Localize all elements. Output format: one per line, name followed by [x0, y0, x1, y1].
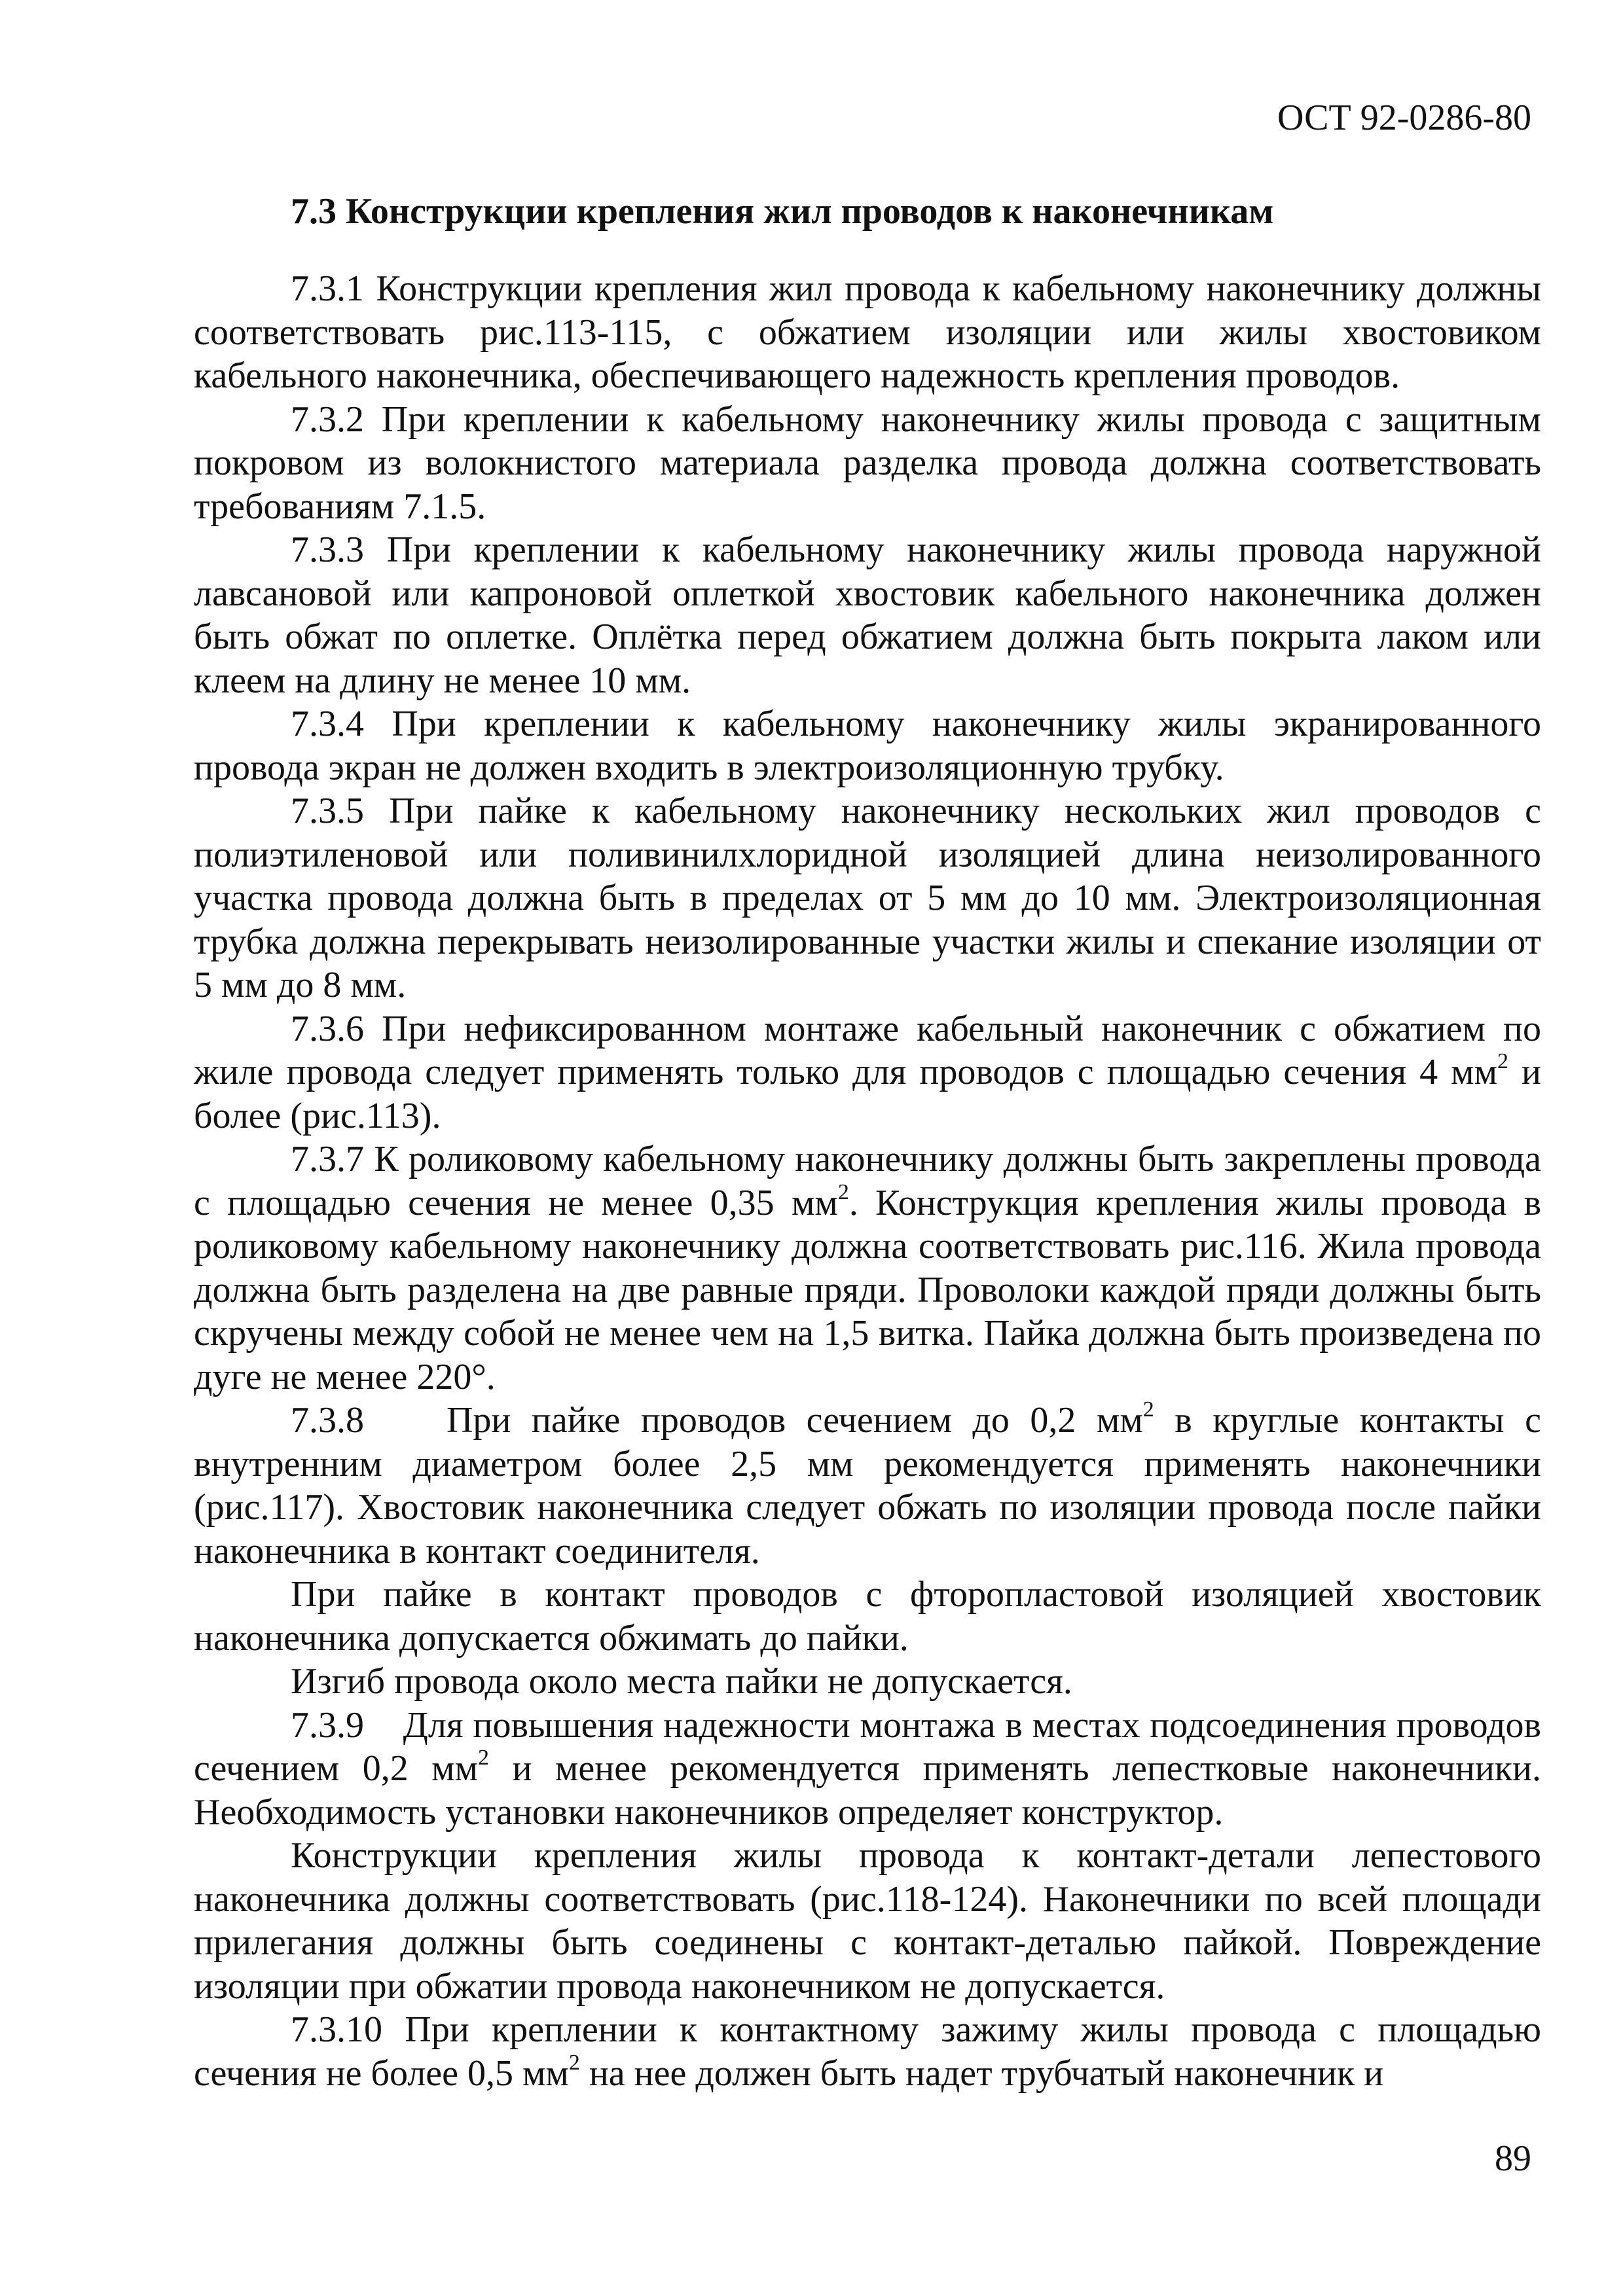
clause-number: 7.3.8 — [291, 1400, 447, 1441]
clause-number: 7.3.10 — [291, 2009, 405, 2050]
paragraph-text: Для повышения надежности монтажа в местах подсоединения проводов сечением 0,2 мм — [194, 1704, 1542, 1789]
paragraph-text: При креплении к контактному зажиму жилы провода с площадью сечения не более 0,5 мм — [194, 2009, 1541, 2094]
document-code: ОСТ 92-0286-80 — [1277, 98, 1531, 138]
clause-number: 7.3.4 — [291, 704, 392, 744]
paragraph-text: К роликовому кабельному наконечнику должны быть закреплены провода с площадью сечения не менее 0,35 мм — [194, 1139, 1541, 1223]
superscript: 2 — [478, 1746, 490, 1770]
page-body — [194, 190, 1541, 2095]
superscript: 2 — [837, 1179, 849, 1204]
paragraph — [194, 528, 1541, 702]
paragraph — [194, 267, 1541, 398]
paragraph — [194, 702, 1541, 789]
paragraph — [194, 1834, 1541, 2008]
paragraph-text: При креплении к кабельному наконечнику жилы провода наружной лавсановой или капроновой оплеткой хвостовик кабельного наконечника должен быть обжат по оплетке. Оплётка перед обжатием должна быть покрыта лаком или клеем на длину не менее 10 мм. — [194, 529, 1542, 701]
paragraph — [194, 1704, 1541, 1835]
paragraph-text: и менее рекомендуется применять лепестковые наконечники. Необходимость установки наконечников определяет конструктор. — [194, 1748, 1542, 1833]
clause-number: 7.3.1 — [291, 268, 376, 309]
paragraph-text: на нее должен быть надет трубчатый наконечник и — [579, 2053, 1384, 2094]
paragraph — [194, 789, 1541, 1007]
paragraph — [194, 1007, 1541, 1138]
section-title: 7.3 Конструкции крепления жил проводов к наконечникам — [291, 191, 1274, 232]
clause-number: 7.3.3 — [291, 529, 387, 570]
paragraph-text: Изгиб провода около места пайки не допускается. — [291, 1661, 1072, 1702]
superscript: 2 — [1497, 1049, 1509, 1074]
paragraph-text: При креплении к кабельному наконечнику жилы провода с защитным покровом из волокнистого материала разделка провода должна соответствовать требованиям 7.1.5. — [194, 399, 1541, 527]
paragraph-text: и более (рис.113). — [194, 1052, 1542, 1136]
paragraph-text: в круглые контакты с внутренним диаметром более 2,5 мм рекомендуется применять наконечники (рис.117). Хвостовик наконечника следует обжать по изоляции провода после пайки наконечника в контакт соединителя. — [194, 1400, 1542, 1571]
clause-number: 7.3.5 — [291, 791, 389, 831]
paragraph — [194, 2008, 1541, 2095]
paragraph-list — [194, 267, 1541, 2095]
paragraph-text: . Конструкция крепления жилы провода в роликовому кабельному наконечнику должна соответствовать рис.116. Жила провода должна быть разделена на две равные пряди. Проволоки каждой пряди должны быть скручены между собой не менее чем на 1,5 витка. Пайка должна быть произведена по дуге не менее 220°. — [194, 1182, 1542, 1397]
paragraph-text: Конструкции крепления жилы провода к контакт-детали лепестового наконечника должны соответствовать (рис.118-124). Наконечники по всей площади прилегания должны быть соединены с контакт-деталью пайкой. Повреждение изоляции при обжатии провода наконечником не допускается. — [194, 1835, 1541, 2007]
superscript: 2 — [1142, 1397, 1154, 1422]
paragraph-text: Конструкции крепления жил провода к кабельному наконечнику должны соответствовать рис.113-115, с обжатием изоляции или жилы хвостовиком кабельного наконечника, обеспечивающего надежность крепления проводов. — [194, 268, 1541, 396]
clause-number: 7.3.2 — [291, 399, 382, 440]
page-number: 89 — [1495, 2138, 1531, 2179]
paragraph — [194, 1660, 1541, 1704]
paragraph — [194, 398, 1541, 529]
paragraph-text: При пайке проводов сечением до 0,2 мм — [446, 1400, 1143, 1441]
paragraph-text: При пайке к кабельному наконечнику нескольких жил проводов с полиэтиленовой или поливинилхлоридной изоляцией длина неизолированного участка провода должна быть в пределах от 5 мм до 10 мм. Электроизоляционная трубка должна перекрывать неизолированные участки жилы и спекание изоляции от 5 мм до 8 мм. — [194, 791, 1541, 1005]
superscript: 2 — [568, 2050, 580, 2075]
paragraph-text: При нефиксированном монтаже кабельный наконечник с обжатием по жиле провода следует применять только для проводов с площадью сечения 4 мм — [194, 1008, 1542, 1092]
paragraph-text: При креплении к кабельному наконечнику жилы экранированного провода экран не должен входить в электроизоляционную трубку. — [194, 704, 1541, 788]
paragraph-text: При пайке в контакт проводов с фторопластовой изоляцией хвостовик наконечника допускается обжимать до пайки. — [194, 1574, 1541, 1659]
paragraph — [194, 1138, 1541, 1399]
clause-number: 7.3.9 — [291, 1704, 403, 1746]
paragraph — [194, 1399, 1541, 1573]
paragraph — [194, 1573, 1541, 1660]
clause-number: 7.3.6 — [291, 1008, 382, 1049]
clause-number: 7.3.7 — [291, 1139, 374, 1179]
